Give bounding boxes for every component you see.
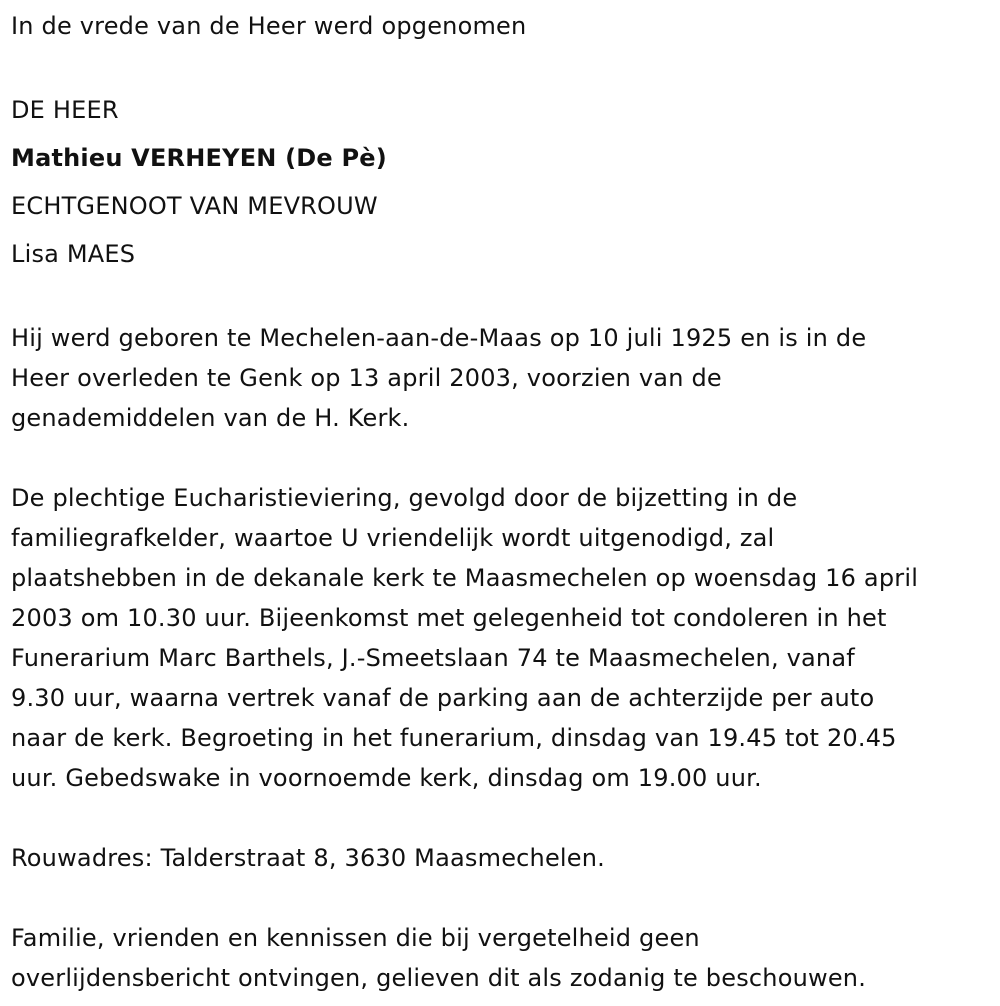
intro-text: In de vrede van de Heer werd opgenomen bbox=[11, 12, 527, 40]
spacer bbox=[11, 878, 996, 918]
spacer bbox=[11, 798, 996, 838]
paragraph-line: overlijdensbericht ontvingen, gelieven dit als zodanig te beschouwen. bbox=[11, 964, 867, 992]
paragraph-line: uur. Gebedswake in voornoemde kerk, dinsdag om 19.00 uur. bbox=[11, 764, 762, 792]
spouse-name: Lisa MAES bbox=[11, 240, 136, 268]
paragraph-line: 9.30 uur, waarna vertrek vanaf de parking aan de achterzijde per auto bbox=[11, 684, 875, 712]
spacer bbox=[11, 438, 996, 478]
paragraph-line: De plechtige Eucharistieviering, gevolgd door de bijzetting in de bbox=[11, 484, 798, 512]
paragraph-line: naar de kerk. Begroeting in het funerarium, dinsdag van 19.45 tot 20.45 bbox=[11, 724, 897, 752]
deceased-name: Mathieu VERHEYEN (De Pè) bbox=[11, 144, 387, 172]
death-notice bbox=[11, 0, 996, 998]
paragraph-line: plaatshebben in de dekanale kerk te Maasmechelen op woensdag 16 april bbox=[11, 564, 919, 592]
paragraph-line: familiegrafkelder, waartoe U vriendelijk wordt uitgenodigd, zal bbox=[11, 524, 775, 552]
paragraph-line: Heer overleden te Genk op 13 april 2003, voorzien van de bbox=[11, 364, 722, 392]
closing-paragraph bbox=[11, 918, 996, 998]
spouse-label: ECHTGENOOT VAN MEVROUW bbox=[11, 192, 378, 220]
spacer bbox=[11, 278, 996, 318]
birth-death-paragraph bbox=[11, 318, 996, 438]
spacer bbox=[11, 46, 996, 86]
deceased-title: DE HEER bbox=[11, 96, 119, 124]
paragraph-line: Hij werd geboren te Mechelen-aan-de-Maas op 10 juli 1925 en is in de bbox=[11, 324, 867, 352]
paragraph-line: genademiddelen van de H. Kerk. bbox=[11, 404, 410, 432]
paragraph-line: 2003 om 10.30 uur. Bijeenkomst met gelegenheid tot condoleren in het bbox=[11, 604, 887, 632]
mourning-address: Rouwadres: Talderstraat 8, 3630 Maasmechelen. bbox=[11, 844, 605, 872]
ceremony-paragraph bbox=[11, 478, 996, 798]
paragraph-line: Funerarium Marc Barthels, J.-Smeetslaan 74 te Maasmechelen, vanaf bbox=[11, 644, 855, 672]
paragraph-line: Familie, vrienden en kennissen die bij vergetelheid geen bbox=[11, 924, 700, 952]
deceased-block bbox=[11, 86, 996, 278]
